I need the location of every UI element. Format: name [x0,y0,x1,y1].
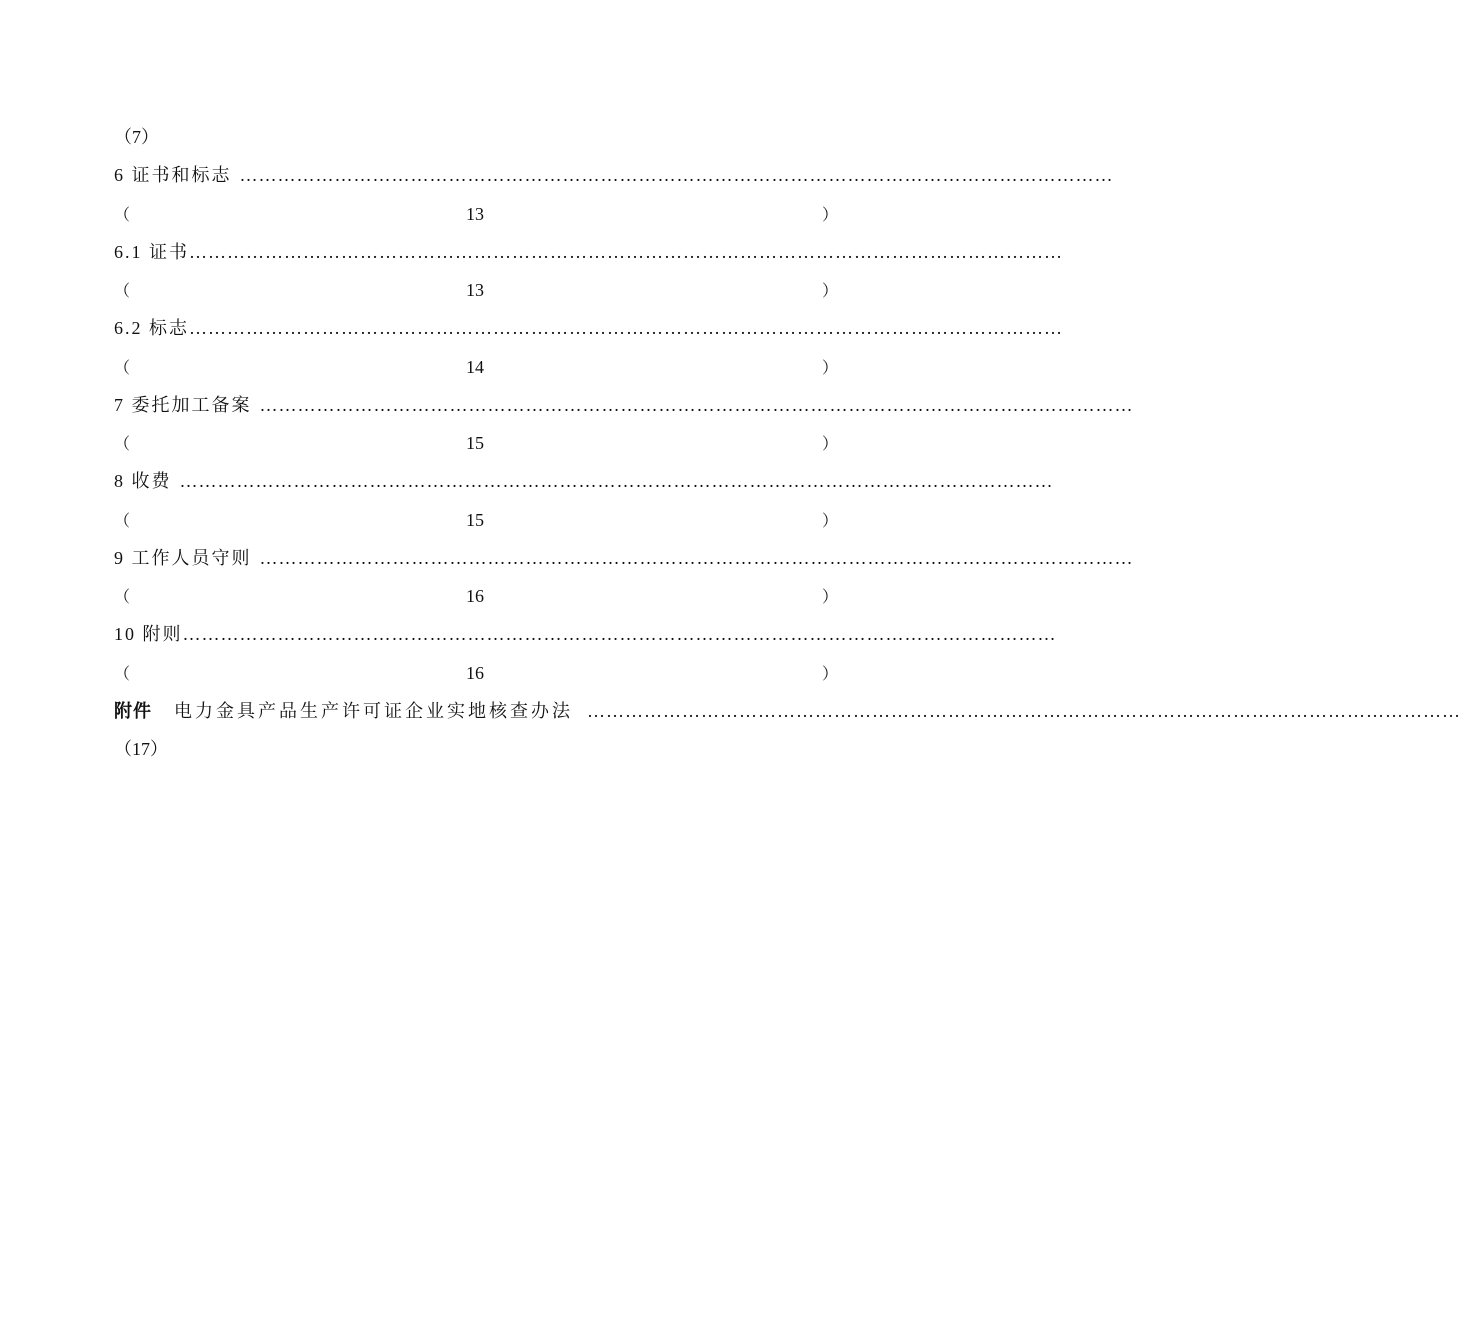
toc-entry-title: 8 收费 [114,471,172,491]
open-paren: （ [114,666,131,683]
toc-entry [114,239,1063,265]
toc-page-row [114,430,839,456]
dot-leader: ………………………………………………………………………………………………………………………… [259,395,1134,415]
toc-entry-title: 6.1 证书 [114,242,189,262]
open-paren: （ [114,283,131,300]
open-paren: （ [114,360,131,377]
toc-entry-title: 7 委托加工备案 [114,395,252,415]
dot-leader: ………………………………………………………………………………………………………………………… [239,165,1114,185]
close-paren: ） [822,283,839,300]
open-paren: （ [114,436,131,453]
toc-page-row [114,354,839,380]
toc-entry-title: 10 附则 [114,624,183,644]
toc-entry-title: 9 工作人员守则 [114,548,252,568]
toc-entry [114,621,1057,647]
toc-entry [114,315,1063,341]
dot-leader: ………………………………………………………………………………………………………………………… [189,242,1063,262]
page-number: 15 [466,510,484,530]
open-paren: （ [114,513,131,530]
toc-page-row [114,277,839,303]
page-number: 16 [466,663,484,683]
close-paren: ） [822,666,839,683]
close-paren: ） [822,436,839,453]
toc-entry [114,162,1114,188]
open-paren: （ [114,589,131,606]
toc-entry [114,545,1134,571]
page-number: 14 [466,357,484,377]
page-number: 16 [466,586,484,606]
page-number: 13 [466,280,484,300]
toc-entry-title: 6 证书和标志 [114,165,232,185]
toc-lead-page [114,124,836,150]
toc-entry-title: 6.2 标志 [114,318,189,338]
toc-entry [114,468,1054,494]
close-paren: ） [822,589,839,606]
close-paren: ） [822,513,839,530]
close-paren: ） [822,360,839,377]
toc-page-row [114,583,839,609]
toc-annex-entry [114,698,1461,724]
dot-leader: ………………………………………………………………………………………………………………………… [189,318,1063,338]
dot-leader: ………………………………………………………………………………………………………………………… [259,548,1134,568]
dot-leader: ………………………………………………………………………………………………………………………… [587,701,1461,721]
toc-annex-page [114,736,836,762]
page-number: （17） [114,739,168,759]
toc-page-row [114,507,839,533]
toc-entry [114,392,1134,418]
dot-leader: ………………………………………………………………………………………………………………………… [179,471,1054,491]
toc-page-row [114,201,839,227]
page-number: （7） [114,127,159,147]
toc-page-row [114,660,839,686]
page-number: 15 [466,433,484,453]
annex-label: 附件 [114,701,152,721]
open-paren: （ [114,207,131,224]
dot-leader: ………………………………………………………………………………………………………………………… [182,624,1057,644]
close-paren: ） [822,207,839,224]
annex-title: 电力金具产品生产许可证企业实地核查办法 [174,701,573,721]
page-number: 13 [466,204,484,224]
